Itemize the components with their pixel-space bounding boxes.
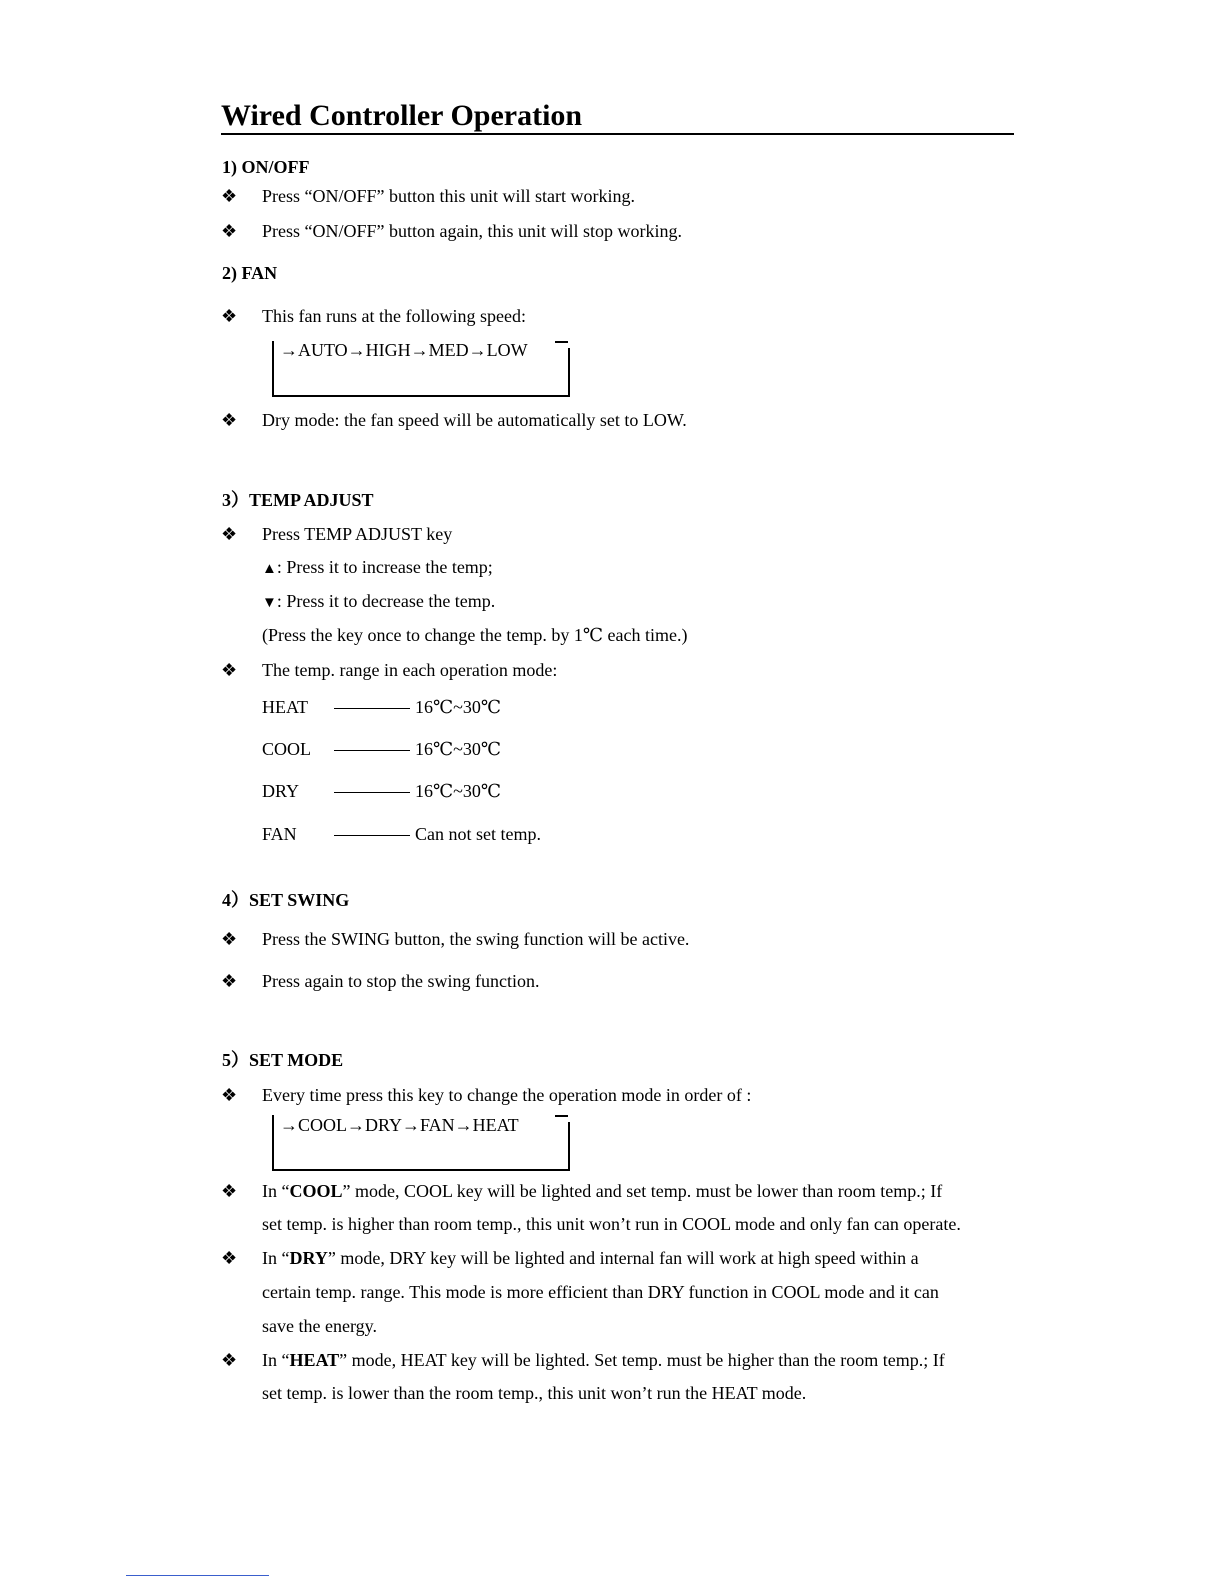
text-run: In “ bbox=[262, 1181, 290, 1201]
bullet-icon: ❖ bbox=[221, 1181, 238, 1201]
cycle-loop-tick bbox=[272, 1115, 274, 1123]
temp-down-text: : Press it to decrease the temp. bbox=[276, 591, 496, 611]
bullet-icon: ❖ bbox=[221, 221, 238, 241]
dry-mode-paragraph-line1 bbox=[262, 1247, 919, 1269]
bullet-icon: ❖ bbox=[221, 186, 238, 206]
section-heading-on-off: 1) ON/OFF bbox=[222, 157, 310, 177]
text-run: In “ bbox=[262, 1248, 290, 1268]
mode-cycle: →COOL→DRY→FAN→HEAT bbox=[280, 1115, 519, 1135]
text-run: ” mode, COOL key will be lighted and set temp. must be lower than room temp.; If bbox=[342, 1181, 943, 1201]
mode-name: HEAT bbox=[262, 697, 308, 717]
bullet-icon: ❖ bbox=[221, 524, 238, 544]
list-item: Press “ON/OFF” button again, this unit will stop working. bbox=[262, 221, 682, 241]
heat-mode-paragraph-line2: set temp. is lower than the room temp., this unit won’t run the HEAT mode. bbox=[262, 1383, 807, 1403]
bullet-icon: ❖ bbox=[221, 929, 238, 949]
fan-speed-cycle: →AUTO→HIGH→MED→LOW bbox=[280, 340, 528, 360]
list-item: Press again to stop the swing function. bbox=[262, 971, 540, 991]
cycle-loop-tick bbox=[272, 341, 274, 349]
temp-step-note: (Press the key once to change the temp. by 1℃ each time.) bbox=[262, 625, 688, 645]
list-item: Press the SWING button, the swing function will be active. bbox=[262, 929, 690, 949]
leader-line bbox=[334, 750, 410, 751]
mode-name: COOL bbox=[262, 739, 311, 759]
mode-keyword-heat: HEAT bbox=[289, 1350, 340, 1370]
mode-temp-range: Can not set temp. bbox=[415, 824, 541, 844]
mode-name: FAN bbox=[262, 824, 297, 844]
mode-keyword-dry: DRY bbox=[289, 1248, 328, 1268]
bullet-icon: ❖ bbox=[221, 306, 238, 326]
cycle-loop-tick bbox=[555, 1115, 568, 1117]
triangle-down-icon: ▼ bbox=[262, 595, 277, 611]
dry-mode-paragraph-line3: save the energy. bbox=[262, 1316, 377, 1336]
list-item: The temp. range in each operation mode: bbox=[262, 660, 558, 680]
dry-mode-paragraph-line2: certain temp. range. This mode is more efficient than DRY function in COOL mode and it can bbox=[262, 1282, 939, 1302]
bullet-icon: ❖ bbox=[221, 660, 238, 680]
temp-up-line bbox=[262, 556, 493, 580]
mode-temp-range: 16℃~30℃ bbox=[415, 739, 502, 759]
list-item: Press “ON/OFF” button this unit will start working. bbox=[262, 186, 635, 206]
leader-line bbox=[334, 835, 410, 836]
title-underline bbox=[221, 133, 1014, 135]
mode-temp-range: 16℃~30℃ bbox=[415, 781, 502, 801]
footer-rule bbox=[126, 1575, 269, 1576]
leader-line bbox=[334, 792, 410, 793]
mode-name: DRY bbox=[262, 781, 300, 801]
mode-temp-range: 16℃~30℃ bbox=[415, 697, 502, 717]
heat-mode-paragraph-line1 bbox=[262, 1349, 945, 1371]
text-run: In “ bbox=[262, 1350, 290, 1370]
bullet-icon: ❖ bbox=[221, 1248, 238, 1268]
cycle-loop-tick bbox=[555, 341, 568, 343]
list-item: Dry mode: the fan speed will be automatically set to LOW. bbox=[262, 410, 687, 430]
section-heading-set-swing: 4）SET SWING bbox=[222, 890, 350, 910]
page-title: Wired Controller Operation bbox=[221, 99, 583, 132]
bullet-icon: ❖ bbox=[221, 1350, 238, 1370]
bullet-icon: ❖ bbox=[221, 971, 238, 991]
list-item: Press TEMP ADJUST key bbox=[262, 524, 453, 544]
cool-mode-paragraph-line1 bbox=[262, 1180, 942, 1202]
cool-mode-paragraph-line2: set temp. is higher than room temp., this unit won’t run in COOL mode and only fan can operate. bbox=[262, 1214, 961, 1234]
mode-keyword-cool: COOL bbox=[289, 1181, 343, 1201]
bullet-icon: ❖ bbox=[221, 410, 238, 430]
text-run: ” mode, DRY key will be lighted and internal fan will work at high speed within a bbox=[327, 1248, 919, 1268]
section-heading-fan: 2) FAN bbox=[222, 263, 278, 283]
bullet-icon: ❖ bbox=[221, 1085, 238, 1105]
section-heading-temp-adjust: 3）TEMP ADJUST bbox=[222, 490, 374, 510]
list-item: This fan runs at the following speed: bbox=[262, 306, 526, 326]
section-heading-set-mode: 5）SET MODE bbox=[222, 1050, 344, 1070]
text-run: ” mode, HEAT key will be lighted. Set temp. must be higher than the room temp.; If bbox=[339, 1350, 945, 1370]
leader-line bbox=[334, 708, 410, 709]
list-item: Every time press this key to change the operation mode in order of : bbox=[262, 1085, 752, 1105]
temp-down-line bbox=[262, 590, 495, 614]
temp-up-text: : Press it to increase the temp; bbox=[276, 557, 493, 577]
triangle-up-icon: ▲ bbox=[262, 561, 277, 577]
